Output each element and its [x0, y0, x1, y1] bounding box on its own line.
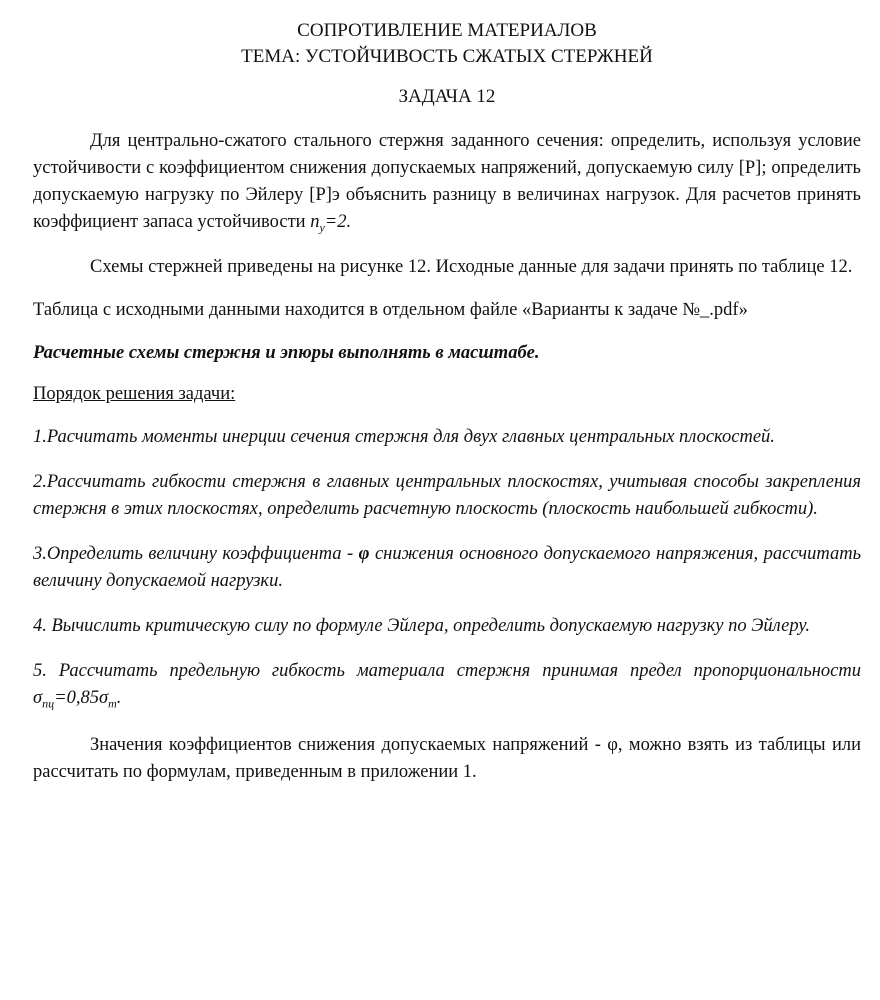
- subject-title: СОПРОТИВЛЕНИЕ МАТЕРИАЛОВ: [297, 20, 597, 41]
- step-5: [33, 658, 861, 712]
- coef-symbol: n: [310, 212, 320, 232]
- step-5-text: 5. Рассчитать предельную гибкость материала стержня принимая предел пропорциональности: [33, 661, 861, 681]
- step-3-text: 3.Определить величину коэффициента -: [33, 544, 359, 564]
- scale-note: Расчетные схемы стержня и эпюры выполнять в масштабе.: [33, 343, 540, 363]
- schemes-paragraph: Схемы стержней приведены на рисунке 12. Исходные данные для задачи принять по таблице 12.: [90, 257, 853, 277]
- step-3-rest: снижения основного допускаемого напряжения, рассчитать величину допускаемой нагрузки.: [33, 544, 861, 591]
- sigma-t: σ: [98, 688, 109, 708]
- intro-paragraph: [33, 128, 861, 236]
- step-1: 1.Расчитать моменты инерции сечения стержня для двух главных центральных плоскостей.: [33, 427, 775, 447]
- step-4: 4. Вычислить критическую силу по формуле Эйлера, определить допускаемую нагрузку по Эйлеру.: [33, 616, 811, 636]
- procedure-heading: Порядок решения задачи:: [33, 384, 236, 404]
- step-3: [33, 541, 861, 595]
- table-paragraph: Таблица с исходными данными находится в отдельном файле «Варианты к задаче №_.pdf»: [33, 300, 748, 320]
- sigma-equals: =0,85: [54, 688, 99, 708]
- sigma-pu: σ: [33, 688, 43, 708]
- topic-title: ТЕМА: УСТОЙЧИВОСТЬ СЖАТЫХ СТЕРЖНЕЙ: [241, 46, 653, 67]
- coef-subscript: y: [319, 220, 325, 235]
- step-5-end: .: [116, 688, 122, 708]
- phi-symbol: φ: [358, 544, 370, 564]
- document-page: [33, 18, 861, 786]
- intro-text: Для центрально-сжатого стального стержня заданного сечения: определить, используя условие устойчивости с коэффициентом снижения допускаемых напряжений, допускаемую силу [P]; определить допускаемую нагрузку по Эйлеру [P]э объяснить разницу в величинах нагрузок. Для расчетов принять коэффициент запаса устойчивости: [33, 131, 861, 232]
- sigma-t-sub: т: [108, 696, 117, 711]
- title-block: [33, 18, 861, 110]
- coef-value: =2.: [324, 212, 352, 232]
- final-paragraph: Значения коэффициентов снижения допускаемых напряжений - φ, можно взять из таблицы или рассчитать по формулам, приведенным в приложении 1.: [33, 735, 861, 782]
- step-2: 2.Рассчитать гибкости стержня в главных центральных плоскостях, учитывая способы закрепления стержня в этих плоскостях, определить расчетную плоскость (плоскость наибольшей гибкости).: [33, 472, 861, 519]
- sigma-pu-sub: пц: [42, 696, 55, 711]
- task-title: ЗАДАЧА 12: [398, 86, 496, 107]
